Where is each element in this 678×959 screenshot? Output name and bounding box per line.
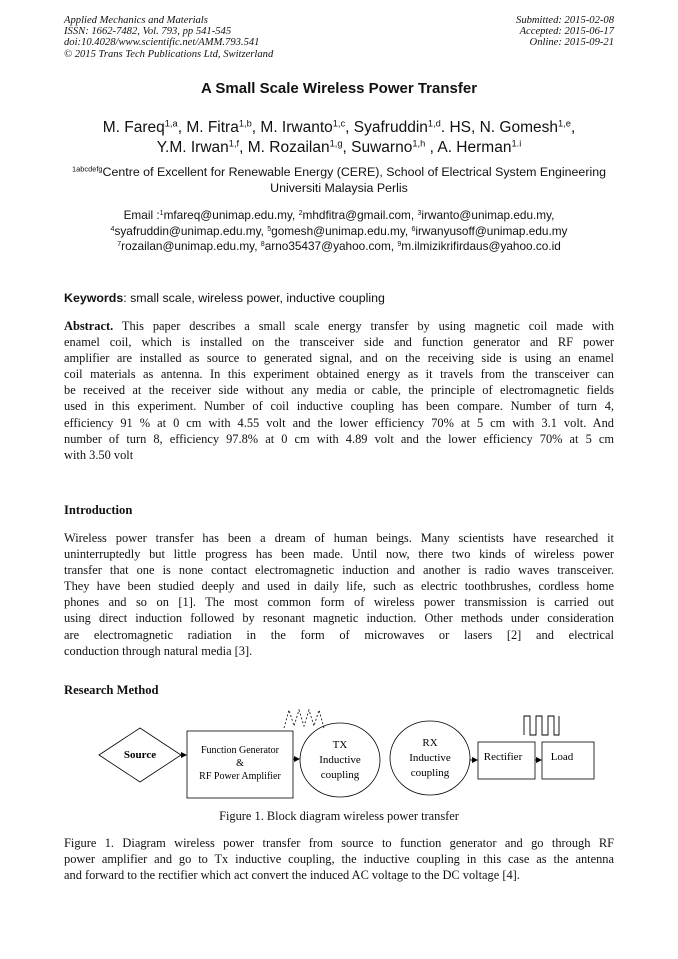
issn: ISSN: 1662-7482, Vol. 793, pp 541-545 (64, 26, 232, 38)
text-line: using direct induction followed by resonant magnetic induction. Other methods under consideration (64, 611, 614, 626)
text-line: uninterruptedly but little progress has been made. Until now, there two kinds of wireless power (64, 547, 614, 562)
author-affiliation-marker: 1,h (412, 138, 426, 149)
email-marker: 3 (417, 208, 422, 217)
dc-square-wave-icon (524, 716, 559, 735)
email-address: mfareq@unimap.edu.my, (163, 208, 299, 222)
research-method-heading: Research Method (64, 683, 159, 697)
email-marker: 1 (159, 208, 164, 217)
email-address: syafruddin@unimap.edu.my, (114, 223, 268, 238)
text-line: conduction through natural media [3]. (64, 643, 253, 658)
author-affiliation-marker: 1,a (164, 118, 178, 129)
paper-title: A Small Scale Wireless Power Transfer (200, 80, 478, 97)
text-line: Wireless power transfer has been a dream of human beings. Many scientists have researched it (64, 531, 614, 545)
author-affiliation-marker: 1.i (511, 138, 522, 149)
author-name: Syafruddin (353, 119, 428, 136)
author-separator: , (239, 139, 248, 156)
author-affiliation-marker: 1,c (332, 118, 346, 129)
text-line: amplifier are installed as source to generated signal, and on the receiving side is using an enamel (64, 351, 614, 366)
author-line-2 (0, 138, 678, 158)
email-marker: 5 (267, 224, 272, 233)
abstract-label: Abstract. (64, 319, 114, 333)
author-list (0, 118, 678, 158)
ac-wave-icon (284, 710, 324, 728)
text-line: be received at the receiver side without any media or cable, the principle of electromagnetic fields (64, 383, 614, 398)
author-separator: , (345, 119, 354, 136)
author-name: M. Rozailan (247, 139, 330, 156)
email-list (0, 208, 678, 255)
tx-label-3: coupling (320, 769, 360, 781)
email-address: m.ilmizikrifirdaus@yahoo.co.id (401, 239, 561, 253)
abstract (64, 318, 614, 463)
block-diagram (0, 700, 678, 805)
affiliation (0, 164, 678, 196)
author-separator: , (425, 139, 438, 156)
author-affiliation-marker: 1,d (427, 118, 441, 129)
author-affiliation-marker: 1,f (228, 138, 240, 149)
rx-label-1: RX (422, 737, 438, 749)
text-line: enamel coil, which is installed on the transceiver side and function generator and RF power (64, 335, 614, 350)
submitted-date: Submitted: 2015-02-08 (516, 15, 614, 26)
load-label: Load (550, 751, 574, 763)
affiliation-line-1: Centre of Excellent for Renewable Energy (CERE), School of Electrical System Engineering (102, 165, 606, 179)
text-line: phones and so on [1]. The most common form of wireless power transmission is carried out (64, 595, 614, 610)
author-affiliation-marker: 1,g (329, 138, 343, 149)
email-address: arno35437@yahoo.com, (264, 239, 398, 253)
email-address: gomesh@unimap.edu.my, (271, 223, 412, 238)
fg-label-1: Function Generator (200, 745, 280, 756)
email-marker: 6 (411, 224, 416, 233)
text-line: number of turn 8, efficiency 97.8% at 0 cm with 4.89 volt and the lower efficiency 70% at 5 cm (64, 431, 614, 446)
text-line: are electromagnetic radiation in the form of microwaves or lasers [2] and electrical (64, 627, 614, 642)
email-marker: 9 (397, 239, 402, 248)
abstract-line: This paper describes a small scale energy transfer by using magnetic coil made with (113, 319, 614, 333)
author-name: Y.M. Irwan (156, 139, 229, 156)
source-label: Source (123, 749, 157, 761)
affiliation-line-2: Universiti Malaysia Perlis (270, 181, 408, 195)
figure-caption: Figure 1. Block diagram wireless power transfer (219, 809, 459, 823)
keywords-label: Keywords (64, 291, 124, 305)
text-line: with 3.50 volt (64, 447, 134, 462)
text-line: used in this experiment. Number of coil inductive coupling has been compare. Number of turn 4, (64, 399, 614, 414)
author-affiliation-marker: 1,e (558, 118, 571, 129)
journal-info (64, 15, 273, 60)
author-separator: , (342, 139, 352, 156)
email-marker: 8 (260, 239, 265, 248)
email-marker: 4 (110, 224, 115, 233)
text-line: and forward to the rectifier which act convert the induced AC voltage to the DC voltage [4]. (64, 868, 520, 883)
text-line: efficiency 91 % at 0 cm with 4.55 volt and the lower efficiency 70% at 5 cm with 3.1 volt. And (64, 415, 614, 430)
author-name: N. Gomesh (479, 119, 558, 136)
fg-label-3: RF Power Amplifier (199, 771, 281, 782)
online-date: Online: 2015-09-21 (529, 37, 614, 49)
tx-label-2: Inductive (319, 754, 361, 766)
email-address: irwanto@unimap.edu.my, (421, 208, 555, 222)
author-name: Suwarno (351, 139, 413, 156)
email-label: Email : (123, 208, 160, 222)
affiliation-marker: 1abcdefg (72, 164, 103, 174)
email-address: mhdfitra@gmail.com, (302, 208, 418, 222)
text-line: coil materials as antenna. In this experiment obtained energy as it travels from the transceiver can (64, 367, 614, 382)
text-line: They have been studied deeply and used in daily life, such as electric toothbrushes, cordless home (64, 579, 614, 594)
doi: doi:10.4028/www.scientific.net/AMM.793.541 (64, 37, 260, 49)
dates (516, 15, 614, 49)
author-affiliation-marker: 1,b (238, 118, 252, 129)
author-name: A. Herman (437, 139, 512, 156)
rx-label-3: coupling (410, 767, 450, 779)
fg-label-2: & (236, 758, 244, 769)
author-separator: , (251, 119, 261, 136)
author-separator: , (177, 119, 187, 136)
author-name: M. Fitra (186, 119, 239, 136)
keywords-text: : small scale, wireless power, inductive coupling (123, 291, 385, 305)
rx-label-2: Inductive (409, 752, 451, 764)
text-line: Figure 1. Diagram wireless power transfer from source to function generator and go through RF (64, 836, 614, 850)
author-line-1 (0, 118, 678, 138)
email-marker: 2 (298, 208, 303, 217)
rectifier-label: Rectifier (483, 751, 523, 763)
research-method-paragraph (64, 835, 614, 883)
author-name: M. Irwanto (260, 119, 333, 136)
tx-label-1: TX (332, 739, 348, 751)
keywords (64, 291, 385, 305)
author-separator: . HS, (440, 119, 480, 136)
copyright: © 2015 Trans Tech Publications Ltd, Switzerland (64, 48, 274, 60)
email-address: irwanyusoff@unimap.edu.my (415, 223, 568, 238)
text-line: power amplifier and go to Tx inductive coupling, the inductive coupling in this case as the antenna (64, 852, 614, 867)
introduction-heading: Introduction (64, 503, 133, 517)
author-separator: , (570, 119, 576, 136)
author-name: M. Fareq (102, 119, 165, 136)
journal-name: Applied Mechanics and Materials (64, 15, 208, 26)
text-line: transfer that one is none contact electromagnetic induction and another is radio waves transceiver. (64, 563, 614, 578)
email-marker: 7 (117, 239, 122, 248)
accepted-date: Accepted: 2015-06-17 (519, 26, 614, 38)
introduction-paragraph (64, 530, 614, 659)
email-address: rozailan@unimap.edu.my, (121, 239, 261, 253)
